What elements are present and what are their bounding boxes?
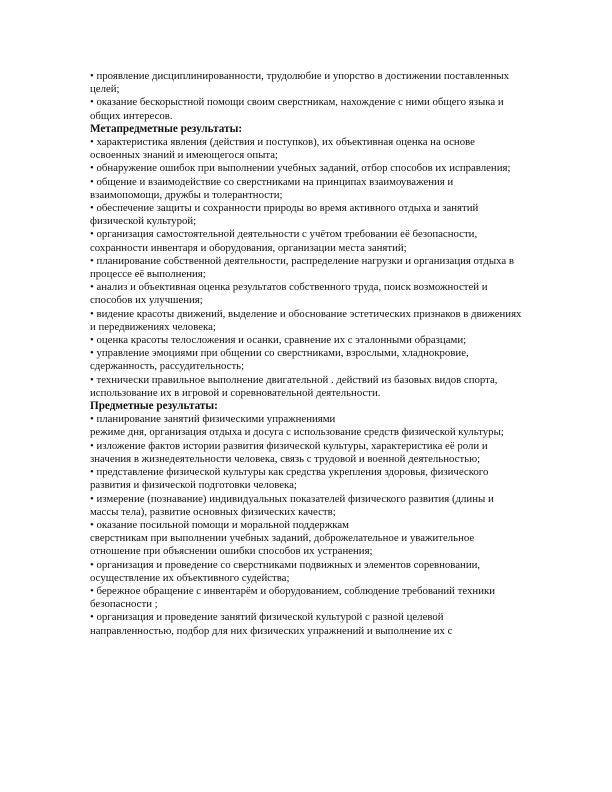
bullet-equipment-care: • бережное обращение с инвентарём и оборудованием, соблюдение требований техники безопасности ; (90, 584, 495, 611)
bullet-peer-communication: • общение и взаимодействие со сверстниками на принципах взаимоуважения и взаимопомощи, дружбы и толерантности; (90, 175, 454, 201)
bullet-work-analysis: • анализ и объективная оценка результатов собственного труда, поиск возможностей и способов их улучшения; (90, 281, 488, 307)
bullet-competitions: • организация и проведение со сверстниками подвижных и элементов соревновании, осуществление их объективного судейства; (90, 558, 481, 584)
bullet-phenomenon-characteristic: • характеристика явления (действия и поступков), их объективная оценка на основе освоенных знаний и имеющегося опыта; (90, 136, 475, 162)
bullet-moral-support: • оказание посильной помощи и моральной поддержкам (90, 518, 349, 531)
heading-metasubject-results: Метапредметные результаты: (90, 122, 243, 135)
bullet-activity-planning: • планирование собственной деятельности, распределение нагрузки и организация отдыха в процессе её выполнения; (90, 254, 514, 281)
bullet-technical-execution: • технически правильное выполнение двигательной . действий из базовых видов спорта, использование их в игровой и соревновательной деятельности. (90, 373, 498, 399)
bullet-emotion-control: • управление эмоциями при общении со сверстниками, взрослыми, хладнокровие, сдержанность, рассудительность; (90, 347, 469, 373)
bullet-nature-protection: • обеспечение защиты и сохранности природы во время активного отдыха и занятий физической культурой; (90, 202, 479, 228)
document-page (90, 70, 522, 638)
bullet-movement-beauty: • видение красоты движений, выделение и обоснование эстетических признаков в движениях и передвижениях человека; (90, 307, 522, 333)
bullet-health-means: • представление физической культуры как средства укрепления здоровья, физического развития и физической подготовки человека; (90, 466, 489, 492)
bullet-history-facts: • изложение фактов истории развития физической культуры, характеристика её роли и значения в жизнедеятельности человека, связь с трудовой и военной деятельностью; (90, 439, 488, 465)
bullet-measurement: • измерение (познавание) индивидуальных показателей физического развития (длины и массы тела), развитие основных физических качеств; (90, 492, 494, 518)
bullet-error-detection: • обнаружение ошибок при выполнении учебных заданий, отбор способов их исправления; (90, 162, 511, 175)
bullet-self-organization: • организация самостоятельной деятельности с учётом требовании её безопасности, сохранности инвентаря и оборудования, организации места занятий; (90, 228, 478, 254)
heading-subject-results: Предметные результаты: (90, 400, 218, 413)
bullet-exercise-planning: • планирование занятий физическими упражнениями (90, 413, 336, 426)
bullet-peer-help: • оказание бескорыстной помощи своим сверстникам, нахождение с ними общего языка и общих интересов. (90, 96, 504, 122)
bullet-posture-assessment: • оценка красоты телосложения и осанки, сравнение их с эталонными образцами; (90, 334, 467, 347)
text-daily-routine: режиме дня, организация отдыха и досуга с использование средств физической культуры; (90, 426, 504, 439)
bullet-class-organization: • организация и проведение занятий физической культурой с разной целевой направленностью, подбор для них физических упражнений и выполнение их с (90, 611, 453, 637)
bullet-discipline: • проявление дисциплинированности, трудолюбие и упорство в достижении поставленных целей; (90, 70, 510, 96)
text-peer-assistance: сверстникам при выполнении учебных заданий, доброжелательное и уважительное отношение при объяснении ошибки способов их устранения; (90, 532, 475, 558)
